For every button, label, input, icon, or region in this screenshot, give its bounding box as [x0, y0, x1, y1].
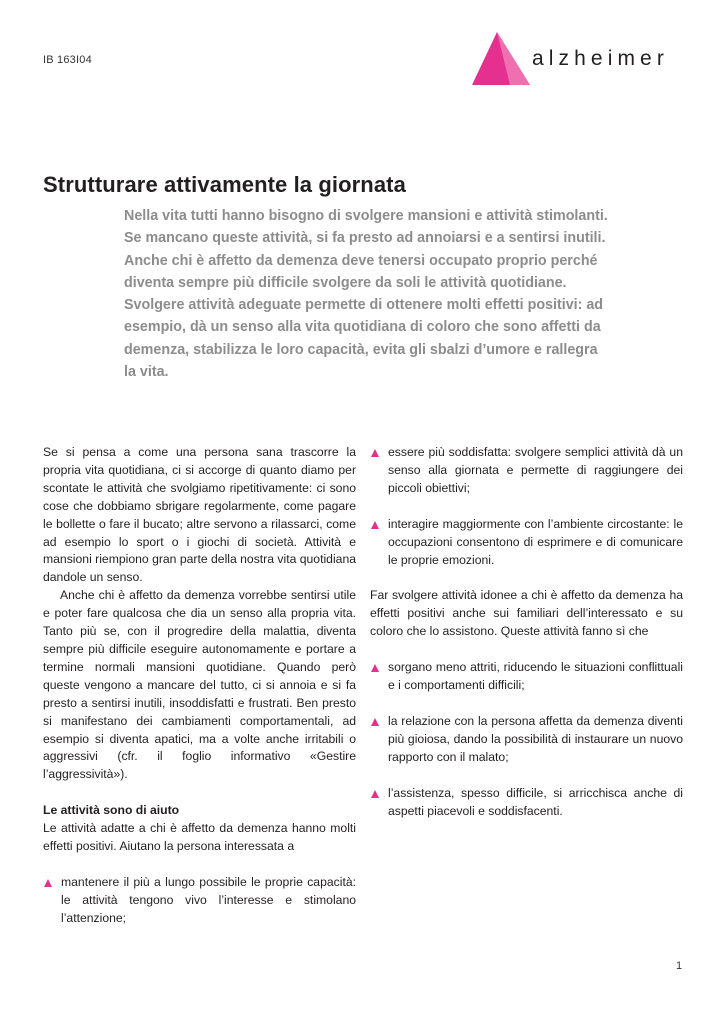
- triangle-bullet-icon: [371, 449, 379, 457]
- paragraph-3: Le attività adatte a chi è affetto da demenza hanno molti effetti positivi. Aiutano la persona interessata a: [43, 821, 356, 854]
- right-column: [370, 444, 683, 821]
- document-code: IB 163I04: [43, 54, 92, 66]
- bullet-text: mantenere il più a lungo possibile le proprie capacità: le attività tengono vivo l’interesse e stimolano l’attenzione;: [61, 874, 356, 925]
- logo-word: alzheimer: [532, 47, 669, 70]
- triangle-bullet-icon: [371, 790, 379, 798]
- bullet-item: [370, 516, 683, 570]
- triangle-bullet-icon: [371, 521, 379, 529]
- left-column: [43, 444, 356, 928]
- paragraph-4: Far svolgere attività idonee a chi è affetto da demenza ha effetti positivi anche sui familiari dell’interessato e su coloro che lo assistono. Queste attività fanno sì che: [370, 588, 683, 639]
- bullet-item: [370, 659, 683, 695]
- bullet-item: [370, 785, 683, 821]
- bullet-item: [370, 444, 683, 498]
- triangle-bullet-icon: [371, 718, 379, 726]
- page-title: Strutturare attivamente la giornata: [43, 172, 406, 197]
- section-subheading: Le attività sono di aiuto: [43, 803, 180, 818]
- paragraph-1: Se si pensa a come una persona sana trascorre la propria vita quotidiana, ci si accorge di quanto diamo per scontate le attività che svolgiamo ripetitivamente: ci sono cose che dobbiamo sbrigare regolarmente, come pagare le bollette o fare il bucato; altre servono a rilassarci, come ad esempio lo sport o i giochi di società. Attività e mansioni riempiono gran parte della nostra vita quotidiana dandole un senso.: [43, 445, 357, 585]
- bullet-text: la relazione con la persona affetta da demenza diventi più gioiosa, dando la possibilità di instaurare un nuovo rapporto con il malato;: [388, 713, 683, 764]
- triangle-bullet-icon: [371, 664, 379, 672]
- page-number: 1: [676, 960, 683, 972]
- alzheimer-logo: [470, 30, 700, 88]
- triangle-logo-icon: [470, 30, 532, 88]
- lead-paragraph: Nella vita tutti hanno bisogno di svolgere mansioni e attività stimolanti. Se mancano queste attività, si fa presto ad annoiarsi e a sentirsi inutili. Anche chi è affetto da demenza deve tenersi occupato proprio perché diventa sempre più difficile svolgere da soli le attività quotidiane. Svolgere attività adeguate permette di ottenere molti effetti positivi: ad esempio, dà un senso alla vita quotidiana di coloro che sono affetti da demenza, stabilizza le loro capacità, evita gli sbalzi d’umore e rallegra la vita.: [124, 208, 608, 381]
- bullet-text: interagire maggiormente con l’ambiente circostante: le occupazioni consentono di esprimere e di comunicare le proprie emozioni.: [388, 516, 683, 567]
- bullet-item: [370, 713, 683, 767]
- bullet-text: essere più soddisfatta: svolgere semplici attività dà un senso alla giornata e permette di raggiungere dei piccoli obiettivi;: [388, 445, 683, 495]
- bullet-text: l’assistenza, spesso difficile, si arricchisca anche di aspetti piacevoli e soddisfacenti.: [388, 785, 683, 818]
- bullet-text: sorgano meno attriti, riducendo le situazioni conflittuali e i comportamenti difficili;: [388, 660, 683, 693]
- bullet-item: [43, 874, 356, 928]
- triangle-bullet-icon: [44, 879, 52, 887]
- paragraph-2: Anche chi è affetto da demenza vorrebbe sentirsi utile e poter fare qualcosa che dia un senso alla propria vita. Tanto più se, con il progredire della malattia, diventa sempre più difficile eseguire autonomamente e portare a termine normali mansioni quotidiane. Quando però queste vengono a mancare del tutto, ci si annoia e si fa presto a sentirsi inutili, insoddisfatti e frustrati. Ben presto si manifestano dei cambiamenti comportamentali, ad esempio si diventa apatici, ma a volte anche irritabili o aggressivi (cfr. il foglio informativo «Gestire l’aggressività»).: [43, 588, 356, 782]
